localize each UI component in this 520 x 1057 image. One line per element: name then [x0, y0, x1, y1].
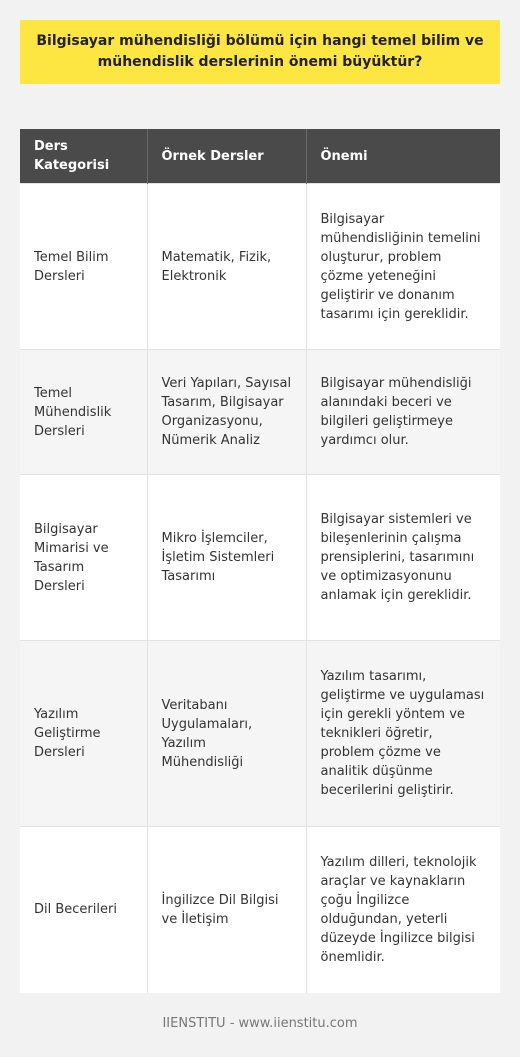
cell-importance: Bilgisayar mühendisliği alanındaki beceri ve bilgileri geliştirmeye yardımcı olur. [306, 350, 500, 475]
cell-examples: Matematik, Fizik, Elektronik [147, 184, 306, 350]
question-banner [20, 20, 500, 84]
cell-importance: Yazılım dilleri, teknolojik araçlar ve kaynakların çoğu İngilizce olduğundan, yeterli düzeyde İngilizce bilgisi önemlidir. [306, 827, 500, 993]
table-row [20, 184, 500, 350]
course-table [20, 129, 500, 993]
header-category: Ders Kategorisi [20, 129, 147, 184]
cell-category: Bilgisayar Mimarisi ve Tasarım Dersleri [20, 475, 147, 641]
cell-examples: Veri Yapıları, Sayısal Tasarım, Bilgisayar Organizasyonu, Nümerik Analiz [147, 350, 306, 475]
cell-examples: Veritabanı Uygulamaları, Yazılım Mühendisliği [147, 641, 306, 827]
table-row [20, 475, 500, 641]
table-row [20, 350, 500, 475]
cell-category: Dil Becerileri [20, 827, 147, 993]
cell-examples: Mikro İşlemciler, İşletim Sistemleri Tasarımı [147, 475, 306, 641]
cell-examples: İngilizce Dil Bilgisi ve İletişim [147, 827, 306, 993]
cell-importance: Bilgisayar sistemleri ve bileşenlerinin çalışma prensiplerini, tasarımını ve optimizasyonunu anlamak için gereklidir. [306, 475, 500, 641]
cell-category: Temel Bilim Dersleri [20, 184, 147, 350]
table-row [20, 641, 500, 827]
cell-importance: Bilgisayar mühendisliğinin temelini oluşturur, problem çözme yeteneğini geliştirir ve donanım tasarımı için gereklidir. [306, 184, 500, 350]
header-examples: Örnek Dersler [147, 129, 306, 184]
footer-credit: IIENSTITU - www.iienstitu.com [162, 1016, 358, 1031]
cell-category: Temel Mühendislik Dersleri [20, 350, 147, 475]
table-row [20, 827, 500, 993]
course-table-container [20, 129, 500, 993]
cell-importance: Yazılım tasarımı, geliştirme ve uygulaması için gerekli yöntem ve teknikleri öğretir, problem çözme ve analitik düşünme becerilerini geliştirir. [306, 641, 500, 827]
cell-category: Yazılım Geliştirme Dersleri [20, 641, 147, 827]
header-importance: Önemi [306, 129, 500, 184]
table-header-row [20, 129, 500, 184]
question-text: Bilgisayar mühendisliği bölümü için hangi temel bilim ve mühendislik derslerinin önemi büyüktür? [36, 33, 484, 70]
